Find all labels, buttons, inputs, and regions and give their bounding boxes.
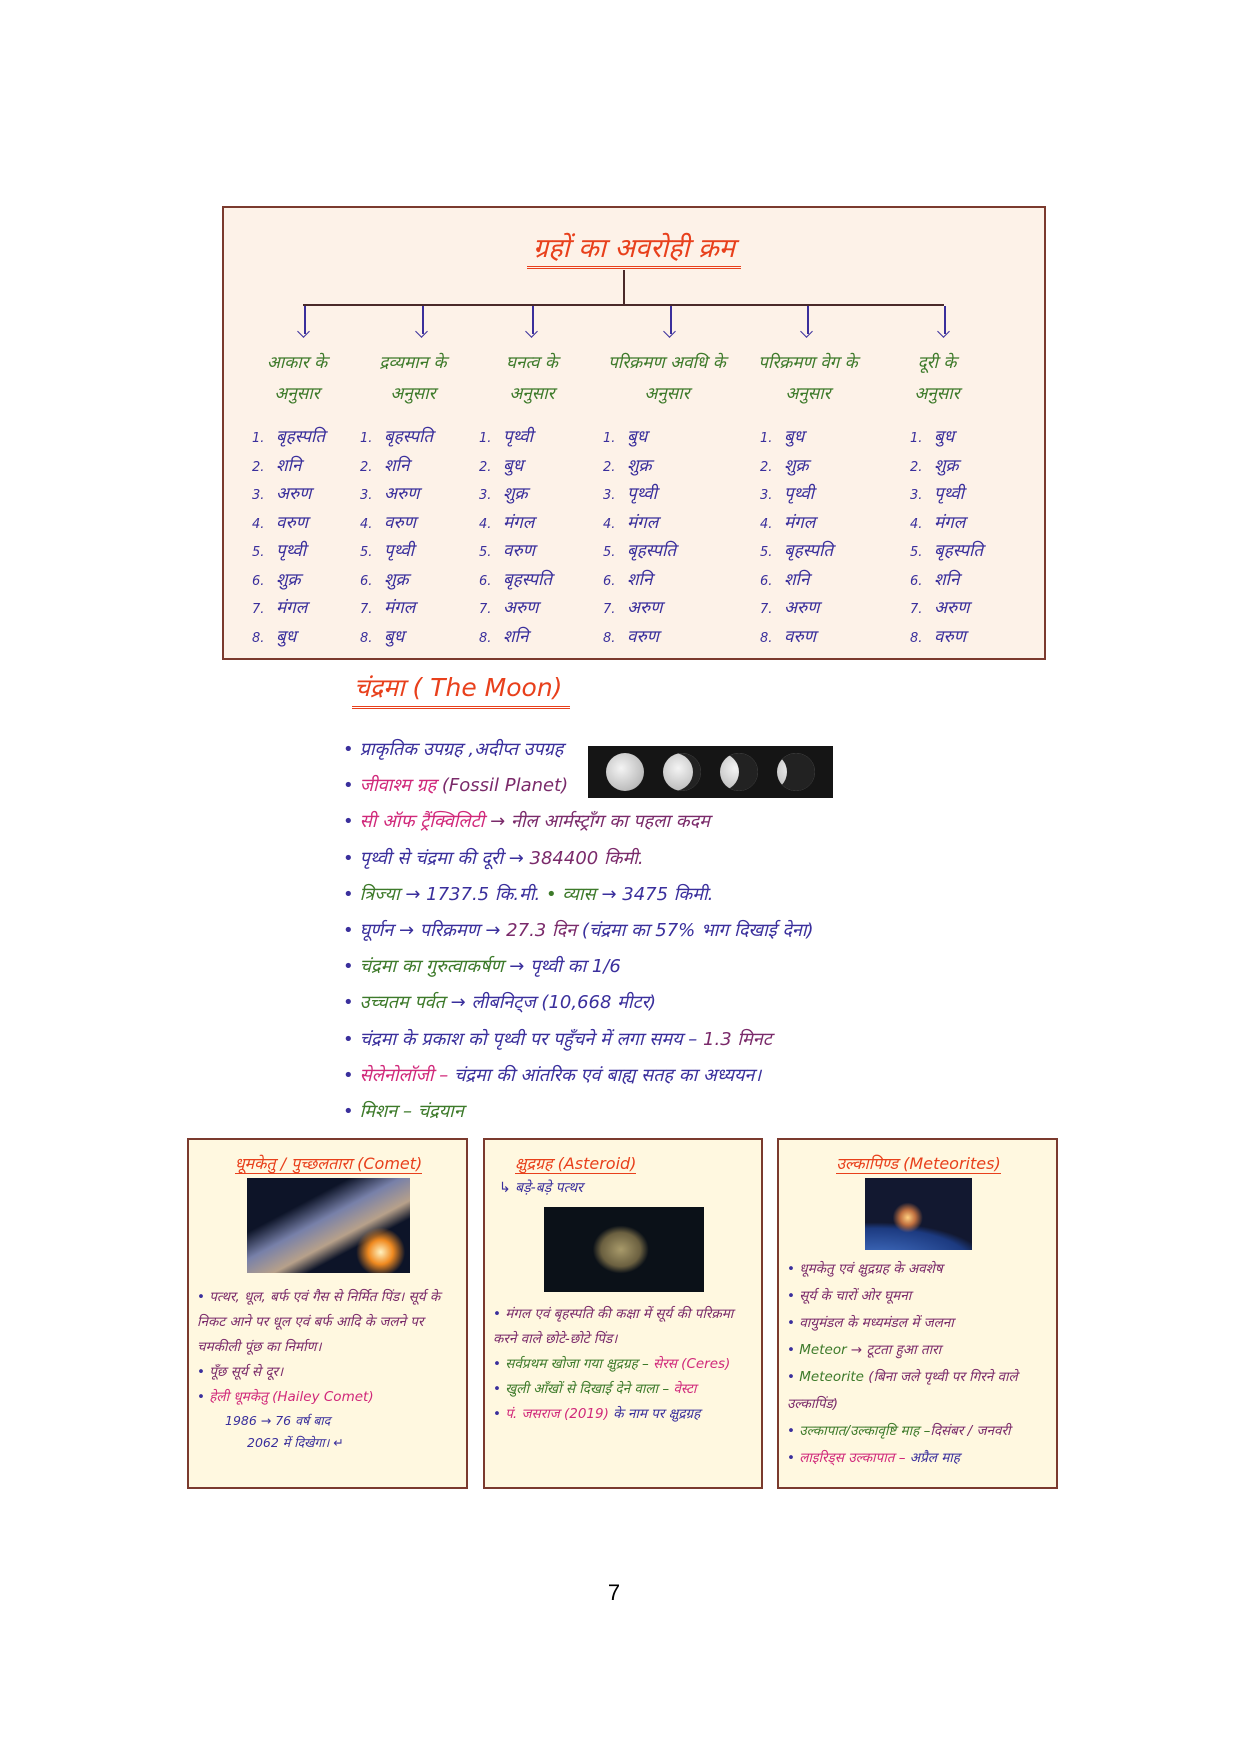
planet-name: पृथ्वी: [276, 541, 307, 561]
planet-name: बुध: [503, 455, 524, 476]
planet-list-item: [360, 510, 433, 539]
planet-name: बुध: [276, 626, 297, 647]
planet-name: शुक्र: [384, 569, 409, 590]
list-item: [343, 841, 814, 877]
text-segment: → नील आर्मस्ट्रॉंग का पहला कदम: [490, 811, 710, 833]
item-number: 1.: [760, 431, 773, 446]
list-item: [343, 877, 814, 913]
list-item: [493, 1302, 755, 1352]
text-segment: प्राकृतिक उपग्रह ,अदीप्त उपग्रह: [359, 739, 564, 760]
column-header: घनत्व के: [506, 353, 558, 373]
item-number: 7.: [760, 602, 773, 617]
text-segment: जीवाश्म ग्रह: [359, 775, 442, 797]
text-segment: त्रिज्या: [359, 883, 406, 905]
text-segment: वायुमंडल के मध्यमंडल में जलना: [799, 1315, 954, 1331]
moon-half-icon: [720, 753, 758, 791]
planet-list-item: [252, 510, 325, 539]
arrow-down-icon: [532, 306, 534, 334]
asteroid-list: [493, 1302, 755, 1427]
item-number: 2.: [603, 459, 616, 475]
column-header: द्रव्यमान के: [379, 353, 447, 373]
planet-list-item: [360, 453, 433, 482]
list-item: [787, 1337, 1050, 1364]
list-item: [343, 985, 814, 1021]
meteor-list: [787, 1256, 1050, 1472]
list-item: [343, 949, 814, 985]
planet-list-item: [910, 481, 983, 510]
list-item: [343, 1094, 814, 1130]
planet-list-item: [910, 510, 983, 539]
text-segment: उच्चतम पर्वत: [359, 992, 451, 1014]
text-segment: पूँछ सूर्य से दूर।: [209, 1364, 284, 1380]
planet-name: शनि: [934, 569, 960, 590]
moon-crescent-icon: [777, 753, 815, 791]
planet-name: पृथ्वी: [503, 427, 534, 447]
item-number: 5.: [360, 545, 373, 560]
planet-name: बुध: [784, 427, 805, 447]
planet-list-item: [252, 453, 325, 482]
item-number: 5.: [760, 545, 773, 560]
item-number: 4.: [760, 516, 773, 532]
item-number: 1.: [252, 431, 265, 446]
item-number: 8.: [760, 630, 773, 646]
text-segment: → 3475 किमी.: [601, 883, 714, 905]
planet-name: अरुण: [503, 598, 539, 618]
item-number: 1.: [479, 431, 492, 446]
planet-list-item: [760, 624, 833, 653]
column-header: परिक्रमण वेग के: [758, 353, 858, 373]
text-segment: चंद्रमा के प्रकाश को पृथ्वी पर पहुँचने में लगा समय –: [359, 1028, 704, 1050]
planet-list-item: [360, 595, 433, 624]
arrow-down-icon: [304, 306, 306, 334]
item-number: 4.: [479, 516, 492, 532]
text-segment: Meteorite: [799, 1369, 869, 1385]
planet-list-item: [479, 624, 552, 653]
item-number: 4.: [603, 516, 616, 532]
list-item: [343, 1058, 814, 1094]
planet-name: शनि: [503, 626, 529, 647]
planet-list-item: [479, 481, 552, 510]
comet-image: [247, 1178, 410, 1273]
planet-list-item: [603, 567, 676, 596]
item-number: 7.: [360, 602, 373, 617]
item-number: 2.: [760, 459, 773, 475]
text-segment: मिशन – चंद्रयान: [359, 1101, 464, 1123]
item-number: 3.: [252, 488, 265, 503]
planet-list-item: [760, 481, 833, 510]
planet-list-item: [360, 624, 433, 653]
planet-name: मंगल: [627, 512, 659, 533]
text-segment: → लीबनिट्ज (10,668 मीटर): [450, 992, 657, 1014]
item-number: 5.: [479, 545, 492, 560]
text-segment: चंद्रमा का गुरुत्वाकर्षण: [359, 956, 510, 978]
planet-list: [603, 424, 676, 652]
asteroid-subtitle: ↳ बड़े-बड़े पत्थर: [499, 1180, 583, 1196]
text-segment: वेस्टा: [673, 1381, 697, 1397]
planet-name: शुक्र: [627, 455, 652, 476]
planet-name: बृहस्पति: [384, 427, 434, 447]
text-segment: 27.3 दिन: [506, 920, 582, 942]
planet-list-item: [479, 595, 552, 624]
list-item: [787, 1310, 1050, 1337]
planet-list: [360, 424, 433, 652]
halley-note-1: 1986 → 76 वर्ष बाद: [225, 1413, 331, 1428]
planet-list-item: [760, 567, 833, 596]
planet-list-item: [360, 567, 433, 596]
list-item: [197, 1385, 460, 1410]
planet-name: बृहस्पति: [627, 541, 677, 561]
planet-list-item: [252, 595, 325, 624]
planet-name: बुध: [934, 427, 955, 447]
planet-list: [479, 424, 552, 652]
moon-full-icon: [606, 753, 644, 791]
item-number: 2.: [252, 459, 265, 475]
text-segment: सी ऑफ ट्रैंक्विलिटी: [359, 811, 491, 833]
item-number: 7.: [252, 602, 265, 617]
comet-title: धूमकेतु / पुच्छलतारा (Comet): [234, 1154, 423, 1173]
text-segment: अप्रैल माह: [909, 1450, 960, 1466]
text-segment: पत्थर, धूल, बर्फ एवं गैस से निर्मित पिंड। सूर्य के निकट आने पर धूल एवं बर्फ आदि के जलने पर चमकीली पूंछ का निर्माण।: [197, 1289, 441, 1355]
text-segment: दिसंबर / जनवरी: [930, 1423, 1011, 1439]
planet-list-item: [760, 453, 833, 482]
planet-list-item: [252, 567, 325, 596]
item-number: 8.: [479, 630, 492, 646]
item-number: 4.: [252, 516, 265, 532]
item-number: 8.: [252, 630, 265, 646]
text-segment: → टूटता हुआ तारा: [850, 1342, 942, 1358]
planet-name: पृथ्वी: [384, 541, 415, 561]
page-number: 7: [607, 1580, 621, 1605]
column-header: परिक्रमण अवधि के: [608, 353, 726, 373]
planet-name: बृहस्पति: [503, 569, 553, 590]
text-segment: सर्वप्रथम खोजा गया क्षुद्रग्रह –: [505, 1356, 654, 1372]
list-item: [787, 1418, 1050, 1445]
halley-note-2: 2062 में दिखेगा। ↵: [247, 1435, 344, 1450]
text-segment: → 1737.5 कि.मी.: [405, 883, 546, 905]
list-item: [343, 913, 814, 949]
item-number: 4.: [910, 516, 923, 532]
arrow-down-icon: [807, 306, 809, 334]
text-segment: घूर्णन → परिक्रमण →: [359, 920, 507, 942]
planet-name: मंगल: [503, 512, 535, 533]
list-item: [787, 1283, 1050, 1310]
meteor-image: [865, 1178, 972, 1250]
planet-name: शुक्र: [934, 455, 959, 476]
planet-list-item: [252, 624, 325, 653]
list-item: [343, 804, 814, 840]
planet-name: वरुण: [276, 512, 308, 533]
item-number: 7.: [479, 602, 492, 617]
planet-name: शनि: [276, 455, 302, 476]
planet-list-item: [360, 538, 433, 567]
planet-name: बृहस्पति: [276, 427, 326, 447]
planet-list-item: [910, 567, 983, 596]
list-item: [787, 1364, 1050, 1418]
asteroid-title: क्षुद्रग्रह (Asteroid): [515, 1154, 637, 1173]
planet-name: पृथ्वी: [627, 484, 658, 504]
planet-list-item: [910, 424, 983, 453]
list-item: [343, 1022, 814, 1058]
list-item: [493, 1402, 755, 1427]
planet-name: अरुण: [784, 598, 820, 618]
meteor-title: उल्कापिण्ड (Meteorites): [836, 1154, 1001, 1173]
text-segment: धूमकेतु एवं क्षुद्रग्रह के अवशेष: [799, 1261, 943, 1277]
item-number: 6.: [603, 573, 616, 589]
list-item: [493, 1352, 755, 1377]
item-number: 5.: [910, 545, 923, 560]
planet-name: बुध: [627, 427, 648, 447]
planet-list-item: [252, 538, 325, 567]
planet-list-item: [760, 424, 833, 453]
text-segment: (Fossil Planet): [441, 775, 569, 797]
meteor-box: [777, 1138, 1058, 1489]
arrow-down-icon: [944, 306, 946, 334]
planet-list-item: [760, 595, 833, 624]
comet-list: [197, 1285, 460, 1410]
planet-name: मंगल: [384, 598, 416, 618]
planet-name: वरुण: [384, 512, 416, 533]
item-number: 3.: [479, 488, 492, 503]
moon-heading: चंद्रमा ( The Moon): [352, 670, 570, 709]
item-number: 3.: [910, 488, 923, 503]
moon-gibbous-icon: [663, 753, 701, 791]
planet-list-item: [603, 510, 676, 539]
planet-name: शनि: [784, 569, 810, 590]
planet-list-item: [252, 481, 325, 510]
item-number: 4.: [360, 516, 373, 532]
asteroid-image: [544, 1207, 704, 1292]
planet-name: अरुण: [934, 598, 970, 618]
planet-list-item: [603, 595, 676, 624]
column-header-suffix: अनुसार: [644, 384, 690, 404]
column-header-suffix: अनुसार: [274, 384, 320, 404]
item-number: 1.: [603, 431, 616, 446]
planet-list: [910, 424, 983, 652]
planet-name: शुक्र: [276, 569, 301, 590]
planet-name: मंगल: [934, 512, 966, 533]
text-segment: के नाम पर क्षुद्रग्रह: [613, 1406, 701, 1422]
text-segment: (बिना जले पृथ्वी पर गिरने वाले उल्कापिंड): [787, 1369, 1018, 1412]
planet-list: [252, 424, 325, 652]
planet-name: पृथ्वी: [934, 484, 965, 504]
text-segment: पृथ्वी से चंद्रमा की दूरी →: [359, 847, 530, 869]
text-segment: पं. जसराज (2019): [505, 1406, 614, 1422]
planet-list-item: [479, 567, 552, 596]
planets-order-box: [222, 206, 1046, 660]
item-number: 8.: [910, 630, 923, 646]
planet-name: शुक्र: [784, 455, 809, 476]
planet-list-item: [760, 538, 833, 567]
planet-name: शुक्र: [503, 484, 528, 504]
text-segment: खुली आँखों से दिखाई देने वाला –: [505, 1381, 674, 1397]
item-number: 2.: [479, 459, 492, 475]
item-number: 6.: [910, 573, 923, 589]
item-number: 3.: [360, 488, 373, 503]
column-header-suffix: अनुसार: [509, 384, 555, 404]
item-number: 3.: [603, 488, 616, 503]
planet-list-item: [603, 538, 676, 567]
planet-name: पृथ्वी: [784, 484, 815, 504]
text-segment: उल्कापात/उल्कावृष्टि माह –: [799, 1423, 931, 1439]
planet-list-item: [479, 424, 552, 453]
column-header-suffix: अनुसार: [785, 384, 831, 404]
planet-name: बुध: [384, 626, 405, 647]
column-header-suffix: अनुसार: [914, 384, 960, 404]
text-segment: → पृथ्वी का 1/6: [509, 956, 621, 978]
text-segment: 1.3 मिनट: [703, 1028, 772, 1050]
list-item: [197, 1360, 460, 1385]
moon-phases-image: [588, 746, 833, 798]
planet-list-item: [910, 624, 983, 653]
item-number: 6.: [252, 573, 265, 589]
text-segment: (चंद्रमा का 57% भाग दिखाई देना): [581, 920, 814, 942]
item-number: 6.: [760, 573, 773, 589]
planet-list-item: [360, 481, 433, 510]
item-number: 3.: [760, 488, 773, 503]
arrow-down-icon: [422, 306, 424, 334]
planet-name: अरुण: [276, 484, 312, 504]
planet-name: बृहस्पति: [784, 541, 834, 561]
text-segment: सेरस (Ceres): [653, 1356, 731, 1372]
item-number: 8.: [360, 630, 373, 646]
order-column: [847, 348, 1027, 410]
item-number: 1.: [360, 431, 373, 446]
planet-name: वरुण: [784, 626, 816, 647]
planet-list-item: [603, 424, 676, 453]
planet-list: [760, 424, 833, 652]
planet-list-item: [603, 453, 676, 482]
arrow-down-icon: [670, 306, 672, 334]
item-number: 8.: [603, 630, 616, 646]
column-header: दूरी के: [917, 353, 957, 373]
planet-name: वरुण: [934, 626, 966, 647]
planet-list-item: [910, 538, 983, 567]
planet-list-item: [252, 424, 325, 453]
list-item: [787, 1445, 1050, 1472]
planet-list-item: [910, 595, 983, 624]
list-item: [493, 1377, 755, 1402]
text-segment: मंगल एवं बृहस्पति की कक्षा में सूर्य की परिक्रमा करने वाले छोटे-छोटे पिंड।: [493, 1306, 734, 1347]
planet-name: मंगल: [784, 512, 816, 533]
item-number: 5.: [603, 545, 616, 560]
item-number: 2.: [360, 459, 373, 475]
text-segment: सेलेनोलॉजी –: [359, 1064, 454, 1086]
text-segment: सूर्य के चारों ओर घूमना: [799, 1288, 912, 1304]
planet-list-item: [603, 624, 676, 653]
text-segment: चंद्रमा की आंतरिक एवं बाह्य सतह का अध्ययन।: [453, 1064, 762, 1086]
text-segment: हेली धूमकेतु (Hailey Comet): [209, 1389, 374, 1405]
column-header-suffix: अनुसार: [390, 384, 436, 404]
planet-list-item: [360, 424, 433, 453]
planet-name: शनि: [627, 569, 653, 590]
tree-stem: [623, 270, 625, 306]
text-segment: • व्यास: [545, 883, 602, 905]
planet-name: बृहस्पति: [934, 541, 984, 561]
item-number: 5.: [252, 545, 265, 560]
planet-name: अरुण: [384, 484, 420, 504]
text-segment: लाइरिड्स उल्कापात –: [799, 1450, 910, 1466]
text-segment: Meteor: [799, 1342, 851, 1358]
planets-title: ग्रहों का अवरोही क्रम: [224, 228, 1044, 265]
asteroid-box: [483, 1138, 763, 1489]
planet-list-item: [479, 538, 552, 567]
comet-box: [187, 1138, 468, 1489]
planet-list-item: [479, 510, 552, 539]
item-number: 7.: [603, 602, 616, 617]
list-item: [197, 1285, 460, 1360]
item-number: 6.: [360, 573, 373, 589]
planet-name: अरुण: [627, 598, 663, 618]
planet-name: वरुण: [503, 541, 535, 561]
item-number: 7.: [910, 602, 923, 617]
item-number: 2.: [910, 459, 923, 475]
planet-list-item: [603, 481, 676, 510]
planet-name: शनि: [384, 455, 410, 476]
item-number: 1.: [910, 431, 923, 446]
planet-list-item: [910, 453, 983, 482]
column-header: आकार के: [266, 353, 328, 373]
planet-list-item: [479, 453, 552, 482]
item-number: 6.: [479, 573, 492, 589]
tree-branch: [303, 304, 944, 306]
planet-name: वरुण: [627, 626, 659, 647]
text-segment: 384400 किमी.: [529, 847, 644, 869]
list-item: [787, 1256, 1050, 1283]
planet-name: मंगल: [276, 598, 308, 618]
planet-list-item: [760, 510, 833, 539]
